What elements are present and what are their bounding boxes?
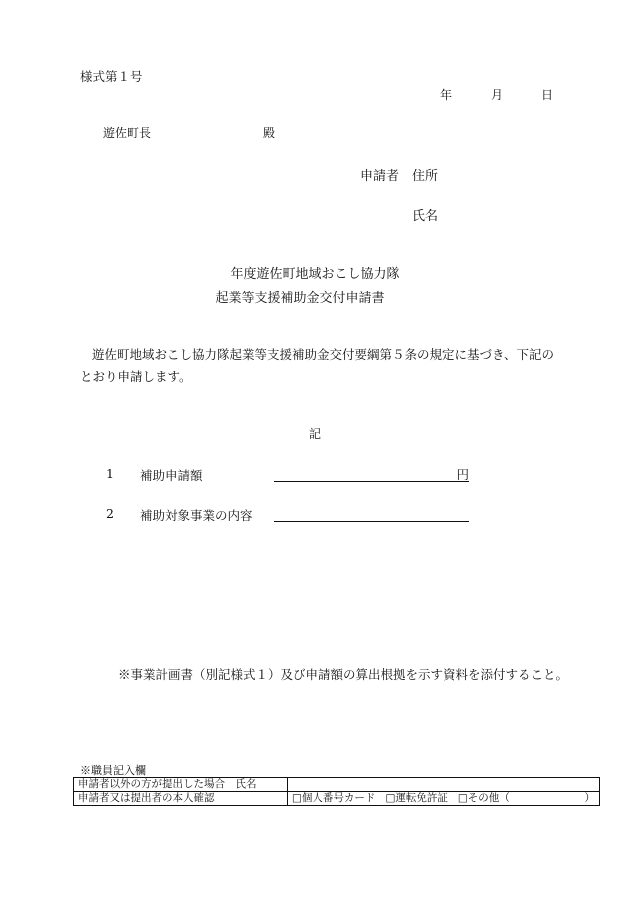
staff-section-caption: ※職員記入欄 [80,764,146,777]
addressee-name: 遊佐町長 [103,126,152,140]
yen-unit: 円 [456,467,469,482]
date-day-label: 日 [541,88,554,102]
staff-entry-table [73,777,600,806]
body-paragraph: 遊佐町地域おこし協力隊起業等支援補助金交付要綱第５条の規定に基づき、下記のとおり申請します。 [80,347,555,384]
checkbox-other[interactable]: □その他（ [457,792,510,804]
name-label: 氏名 [412,209,439,224]
document-title-line1: 年度遊佐町地域おこし協力隊 [230,267,400,282]
table-row [74,778,600,792]
date-year-label: 年 [440,88,453,102]
item-label-project-content: 補助対象事業の内容 [140,508,253,523]
identity-check-label: 申請者又は提出者の本人確認 [74,792,288,806]
address-label: 住所 [412,169,439,184]
other-close-paren: ） [584,792,595,804]
proxy-submitter-label: 申請者以外の方が提出した場合 氏名 [74,778,288,792]
ki-heading: 記 [308,427,321,441]
subsidy-amount-field[interactable] [274,465,469,482]
checkbox-my-number-card[interactable]: □個人番号カード [292,792,376,804]
proxy-submitter-name-field[interactable] [288,778,600,792]
identity-check-options [288,792,600,806]
addressee-honorific: 殿 [263,126,276,140]
item-number: 1 [106,466,114,481]
attachment-note: ※事業計画書（別記様式１）及び申請額の算出根拠を示す資料を添付すること。 [118,667,569,682]
form-number: 様式第１号 [80,69,143,84]
table-row [74,792,600,806]
item-label-subsidy-amount: 補助申請額 [140,468,203,483]
date-month-label: 月 [491,88,504,102]
date-fields [440,86,560,102]
item-number: 2 [106,506,114,521]
project-content-field[interactable] [274,505,469,522]
applicant-label: 申請者 [360,169,400,184]
checkbox-drivers-license[interactable]: □運転免許証 [385,792,448,804]
document-title-line2: 起業等支援補助金交付申請書 [215,291,385,306]
